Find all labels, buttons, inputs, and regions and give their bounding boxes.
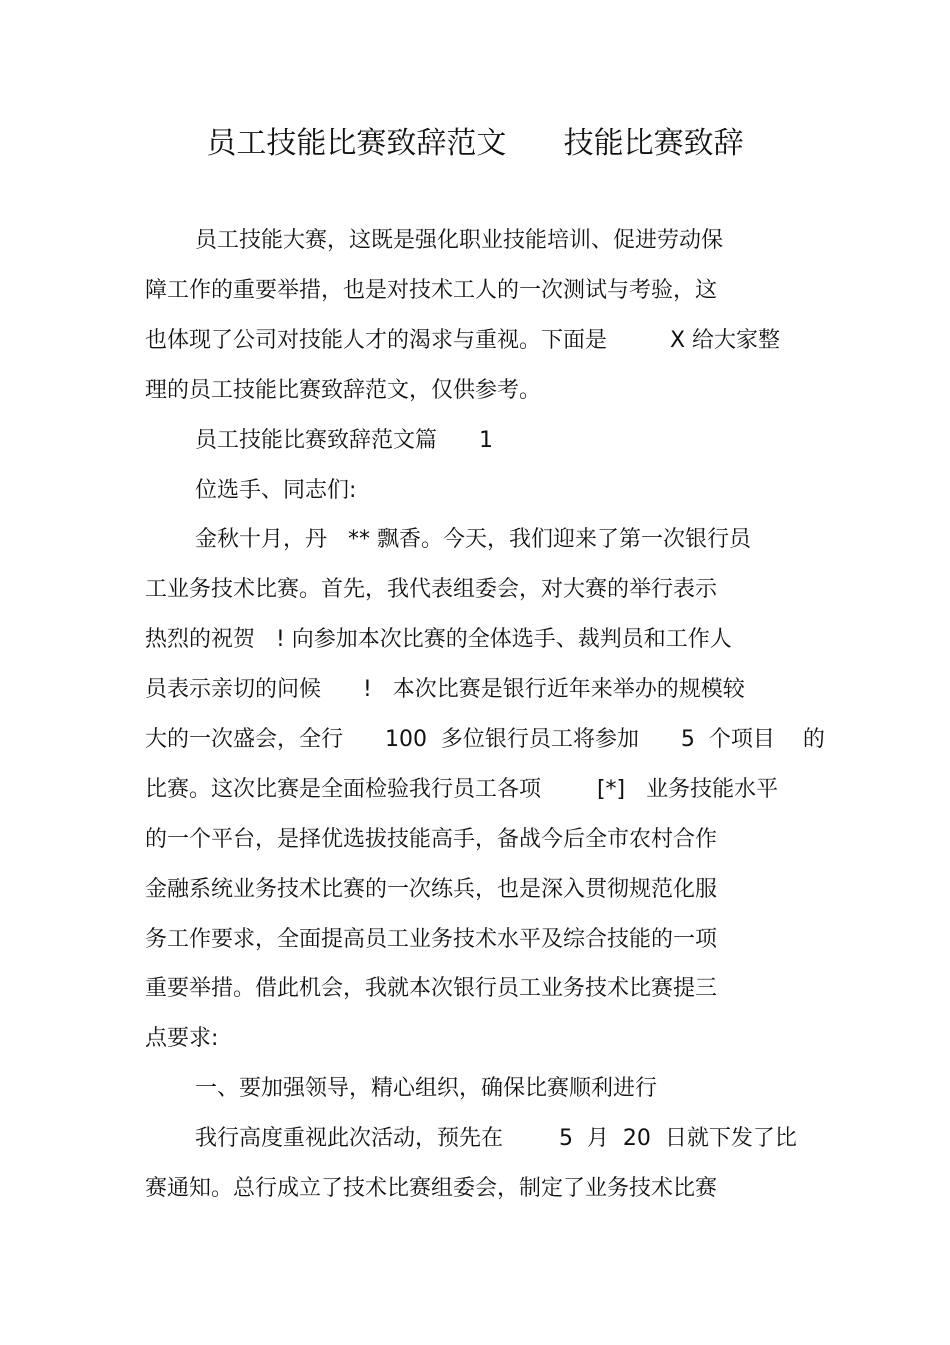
text-line: 热烈的祝贺 ! 向参加本次比赛的全体选手、裁判员和工作人 <box>145 627 732 652</box>
text-line: 障工作的重要举措，也是对技术工人的一次测试与考验，这 <box>145 278 718 303</box>
text-line: 金融系统业务技术比赛的一次练兵，也是深入贯彻规范化服 <box>145 877 718 902</box>
text-line: 大的一次盛会，全行 100 多位银行员工将参加 5 个项目 的 <box>145 727 825 752</box>
text-line: 员表示亲切的问候 ! 本次比赛是银行近年来举办的规模较 <box>145 677 745 702</box>
text-line: 也体现了公司对技能人才的渴求与重视。下面是 X 给大家整 <box>145 328 781 353</box>
text-line: 比赛。这次比赛是全面检验我行员工各项 [*] 业务技能水平 <box>145 777 779 802</box>
text-line: 理的员工技能比赛致辞范文，仅供参考。 <box>145 378 542 403</box>
text-line: 金秋十月，丹 ** 飘香。今天，我们迎来了第一次银行员 <box>195 527 751 552</box>
text-line: 员工技能大赛，这既是强化职业技能培训、促进劳动保 <box>195 228 724 253</box>
text-line: 工业务技术比赛。首先，我代表组委会，对大赛的举行表示 <box>145 577 718 602</box>
section-heading: 员工技能比赛致辞范文篇 1 <box>195 428 493 453</box>
salutation: 位选手、同志们: <box>195 478 357 503</box>
section-heading: 一、要加强领导，精心组织，确保比赛顺利进行 <box>195 1076 658 1101</box>
text-line: 务工作要求，全面提高员工业务技术水平及综合技能的一项 <box>145 927 718 952</box>
text-line: 的一个平台，是择优选拔技能高手，备战今后全市农村合作 <box>145 827 718 852</box>
text-line: 点要求: <box>145 1026 219 1051</box>
text-line: 我行高度重视此次活动，预先在 5 月 20 日就下发了比 <box>195 1126 797 1151</box>
text-line: 赛通知。总行成立了技术比赛组委会，制定了业务技术比赛 <box>145 1176 718 1201</box>
text-line: 重要举措。借此机会，我就本次银行员工业务技术比赛提三 <box>145 976 718 1001</box>
document-title: 员工技能比赛致辞范文 技能比赛致辞 <box>206 126 744 161</box>
